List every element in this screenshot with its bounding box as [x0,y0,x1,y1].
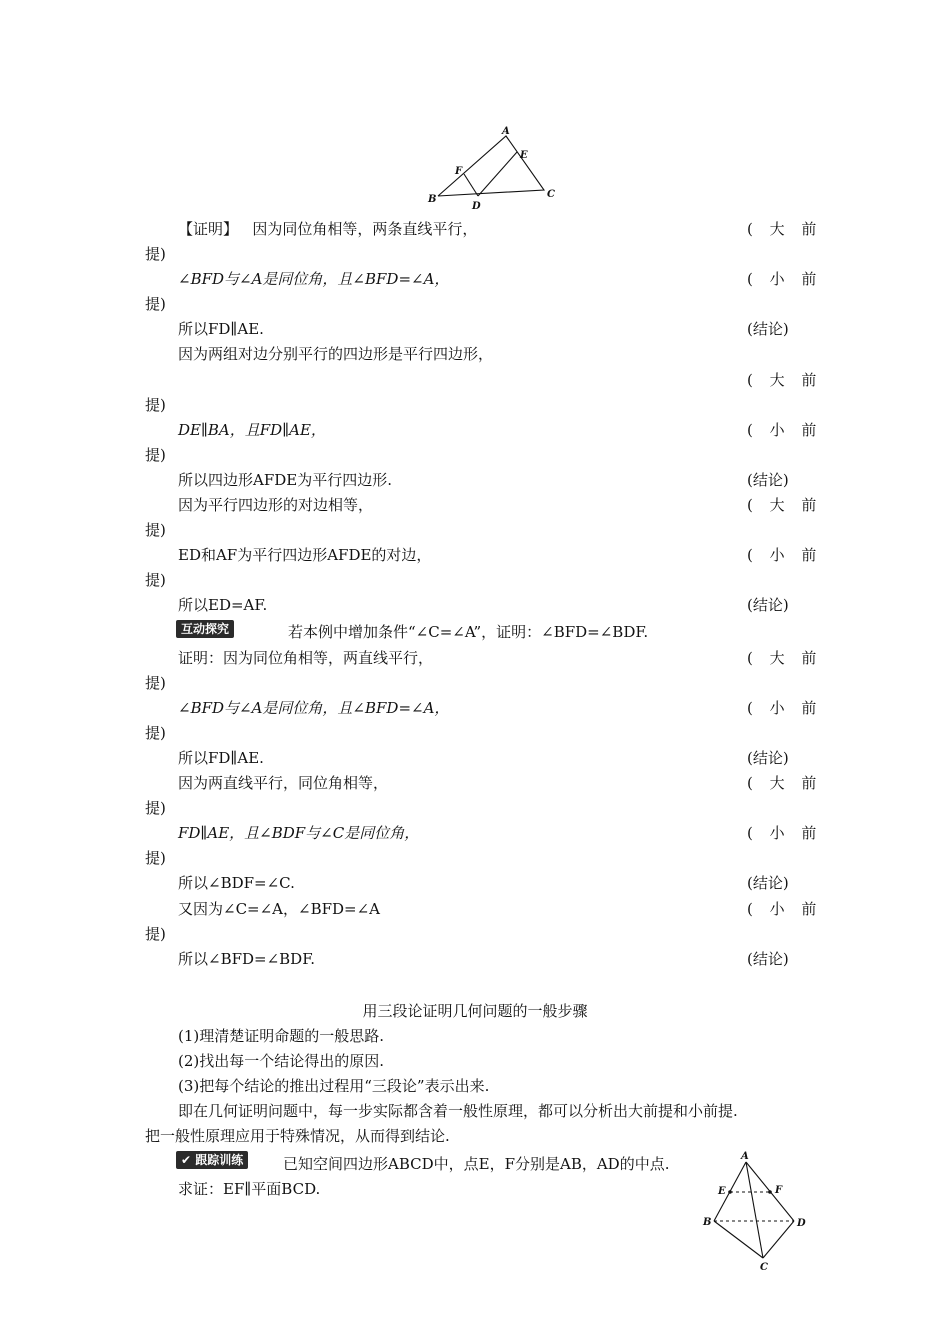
label-b: B [428,194,437,205]
tag-wrap: 提) [145,245,166,263]
tag-minor: ( 小 前 [747,270,817,288]
tag-conclusion: (结论) [747,320,789,338]
tag-minor: ( 小 前 [747,900,817,918]
tag-conclusion: (结论) [747,471,789,489]
tag-minor: ( 小 前 [747,824,817,842]
proof-line-1: 【证明】 因为同位角相等，两条直线平行， [178,220,478,238]
tag-major: ( 大 前 [747,774,817,792]
tag-wrap: 提) [145,396,166,414]
practice-goal: 求证：EF∥平面BCD. [178,1180,321,1198]
label-c: C [760,1262,768,1273]
proof-line-7: 因为平行四边形的对边相等， [178,496,374,514]
tag-conclusion: (结论) [747,749,789,767]
tag-major: ( 大 前 [747,649,817,667]
label-a: A [741,1151,749,1162]
tag-minor: ( 小 前 [747,699,817,717]
tag-wrap: 提) [145,571,166,589]
tag-major: ( 大 前 [747,496,817,514]
tag-conclusion: (结论) [747,874,789,892]
proof-line-4: 因为两组对边分别平行的四边形是平行四边形， [178,345,494,363]
proof-line-9: 所以ED=AF. [178,596,268,614]
summary-step-1: (1)理清楚证明命题的一般思路. [178,1027,385,1045]
explore-line-7: 又因为∠C=∠A，∠BFD=∠A [178,900,381,918]
explore-line-4: 因为两直线平行，同位角相等， [178,774,389,792]
label-c: C [547,189,555,200]
proof-line-6: 所以四边形AFDE为平行四边形. [178,471,392,489]
proof-line-8: ED和AF为平行四边形AFDE的对边， [178,546,432,564]
proof-line-2: ∠BFD与∠A是同位角，且∠BFD=∠A， [178,270,450,288]
tag-major: ( 大 前 [747,220,817,238]
explore-line-1: 证明：因为同位角相等，两直线平行， [178,649,434,667]
check-icon: ✔ [181,1153,192,1167]
proof-label: 【证明】 [178,220,239,238]
tag-wrap: 提) [145,799,166,817]
summary-title: 用三段论证明几何问题的一般步骤 [362,1002,588,1020]
practice-badge: ✔ 跟踪训练 [176,1151,248,1169]
label-f: F [775,1185,783,1196]
tag-minor: ( 小 前 [747,421,817,439]
label-e: E [520,150,528,161]
label-d: D [472,201,481,212]
explore-line-3: 所以FD∥AE. [178,749,264,767]
summary-paragraph-2: 把一般性原理应用于特殊情况，从而得到结论. [145,1127,450,1145]
summary-step-2: (2)找出每一个结论得出的原因. [178,1052,385,1070]
tag-major: ( 大 前 [747,371,817,389]
summary-step-3: (3)把每个结论的推出过程用“三段论”表示出来. [178,1077,490,1095]
summary-paragraph-1: 即在几何证明问题中，每一步实际都含着一般性原理，都可以分析出大前提和小前提. [178,1102,738,1120]
explore-line-8: 所以∠BFD=∠BDF. [178,950,316,968]
tag-conclusion: (结论) [747,596,789,614]
practice-prompt: 已知空间四边形ABCD中，点E，F分别是AB，AD的中点. [283,1155,670,1173]
tetrahedron-figure [700,1148,816,1276]
tag-wrap: 提) [145,446,166,464]
proof-line-3: 所以FD∥AE. [178,320,264,338]
label-f: F [455,166,463,177]
label-d: D [797,1218,806,1229]
explore-line-5: FD∥AE，且∠BDF与∠C是同位角， [178,824,420,842]
explore-badge: 互动探究 [176,620,234,638]
tag-conclusion: (结论) [747,950,789,968]
explore-line-6: 所以∠BDF=∠C. [178,874,295,892]
tag-minor: ( 小 前 [747,546,817,564]
explore-prompt: 若本例中增加条件“∠C=∠A”，证明：∠BFD=∠BDF. [288,623,649,641]
label-e: E [718,1186,726,1197]
triangle-figure [420,124,560,212]
tag-wrap: 提) [145,295,166,313]
tag-wrap: 提) [145,521,166,539]
proof-line-5: DE∥BA，且FD∥AE， [178,421,326,439]
tag-wrap: 提) [145,849,166,867]
tag-wrap: 提) [145,925,166,943]
label-b: B [703,1217,712,1228]
label-a: A [502,126,510,137]
tag-wrap: 提) [145,674,166,692]
tag-wrap: 提) [145,724,166,742]
explore-line-2: ∠BFD与∠A是同位角，且∠BFD=∠A， [178,699,450,717]
